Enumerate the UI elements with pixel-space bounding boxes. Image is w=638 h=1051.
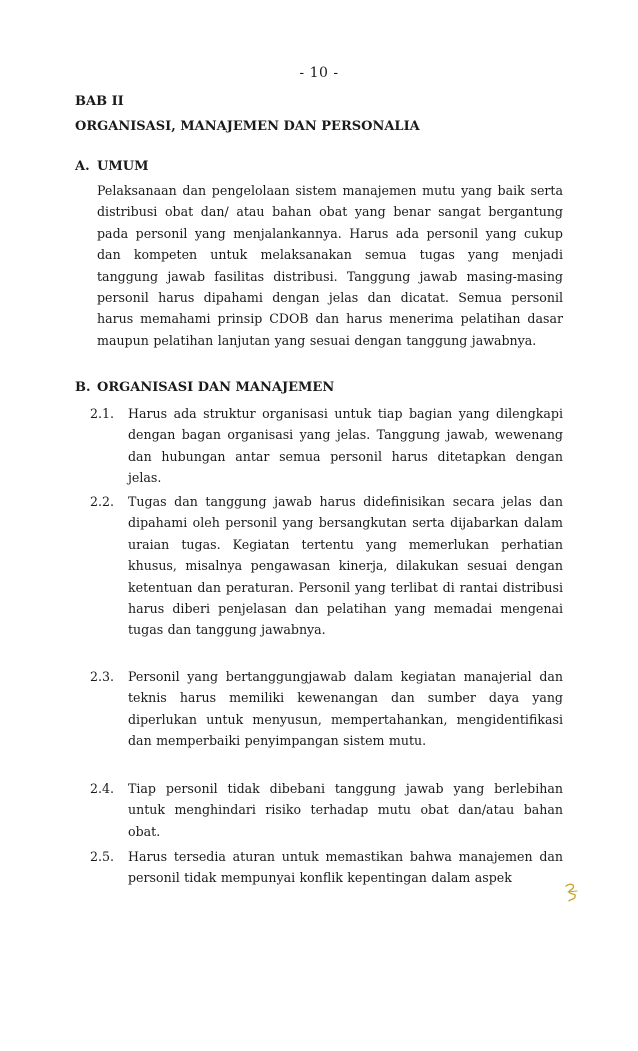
page-number: - 10 - <box>299 65 339 81</box>
item-number: 2.3. <box>90 669 115 684</box>
item-number: 2.4. <box>90 781 115 796</box>
item-text: Tugas dan tanggung jawab harus didefinisikan secara jelas dan dipahami oleh personil yang bersangkutan serta dijabarkan dalam uraian tugas. Kegiatan tertentu yang memerlukan perhatian khusus, misalnya pengawasan kinerja, dilakukan sesuai dengan ketentuan dan peraturan. Personil yang terlibat di rantai distribusi harus diberi penjelasan dan pelatihan yang memadai mengenai tugas dan tanggung jawabnya. <box>128 494 563 638</box>
list-item <box>90 491 563 641</box>
item-number: 2.5. <box>90 849 115 864</box>
list-item <box>90 666 563 752</box>
item-text: Harus ada struktur organisasi untuk tiap bagian yang dilengkapi dengan bagan organisasi yang jelas. Tanggung jawab, wewenang dan hubungan antar semua personil harus ditetapkan dengan jelas. <box>128 406 563 486</box>
initial-signature-mark <box>561 880 583 902</box>
section-a-letter: A. <box>75 159 90 174</box>
section-b-heading <box>75 380 334 395</box>
section-a-paragraph: Pelaksanaan dan pengelolaan sistem manajemen mutu yang baik serta distribusi obat dan/ atau bahan obat yang benar sangat bergantung pada personil yang menjalankannya. Harus ada personil yang cukup dan kompeten untuk melaksanakan semua tugas yang menjadi tanggung jawab fasilitas distribusi. Tanggung jawab masing-masing personil harus dipahami dengan jelas dan dicatat. Semua personil harus memahami prinsip CDOB dan harus menerima pelatihan dasar maupun pelatihan lanjutan yang sesuai dengan tanggung jawabnya. <box>97 183 563 348</box>
list-item <box>90 403 563 489</box>
item-text: Tiap personil tidak dibebani tanggung jawab yang berlebihan untuk menghindari risiko terhadap mutu obat dan/atau bahan obat. <box>128 781 563 839</box>
item-text: Harus tersedia aturan untuk memastikan bahwa manajemen dan personil tidak mempunyai konflik kepentingan dalam aspek <box>128 849 563 886</box>
section-a-heading <box>75 159 148 174</box>
section-b-letter: B. <box>75 380 91 395</box>
section-b-title: ORGANISASI DAN MANAJEMEN <box>97 380 335 395</box>
item-number: 2.2. <box>90 494 115 509</box>
list-item <box>90 778 563 842</box>
section-a-title: UMUM <box>97 159 149 174</box>
list-item <box>90 846 563 889</box>
chapter-label: BAB II <box>75 94 124 109</box>
item-number: 2.1. <box>90 406 115 421</box>
item-text: Personil yang bertanggungjawab dalam kegiatan manajerial dan teknis harus memiliki kewenangan dan sumber daya yang diperlukan untuk menyusun, mempertahankan, mengidentifikasi dan memperbaiki penyimpangan sistem mutu. <box>128 669 563 749</box>
chapter-title: ORGANISASI, MANAJEMEN DAN PERSONALIA <box>75 119 420 134</box>
